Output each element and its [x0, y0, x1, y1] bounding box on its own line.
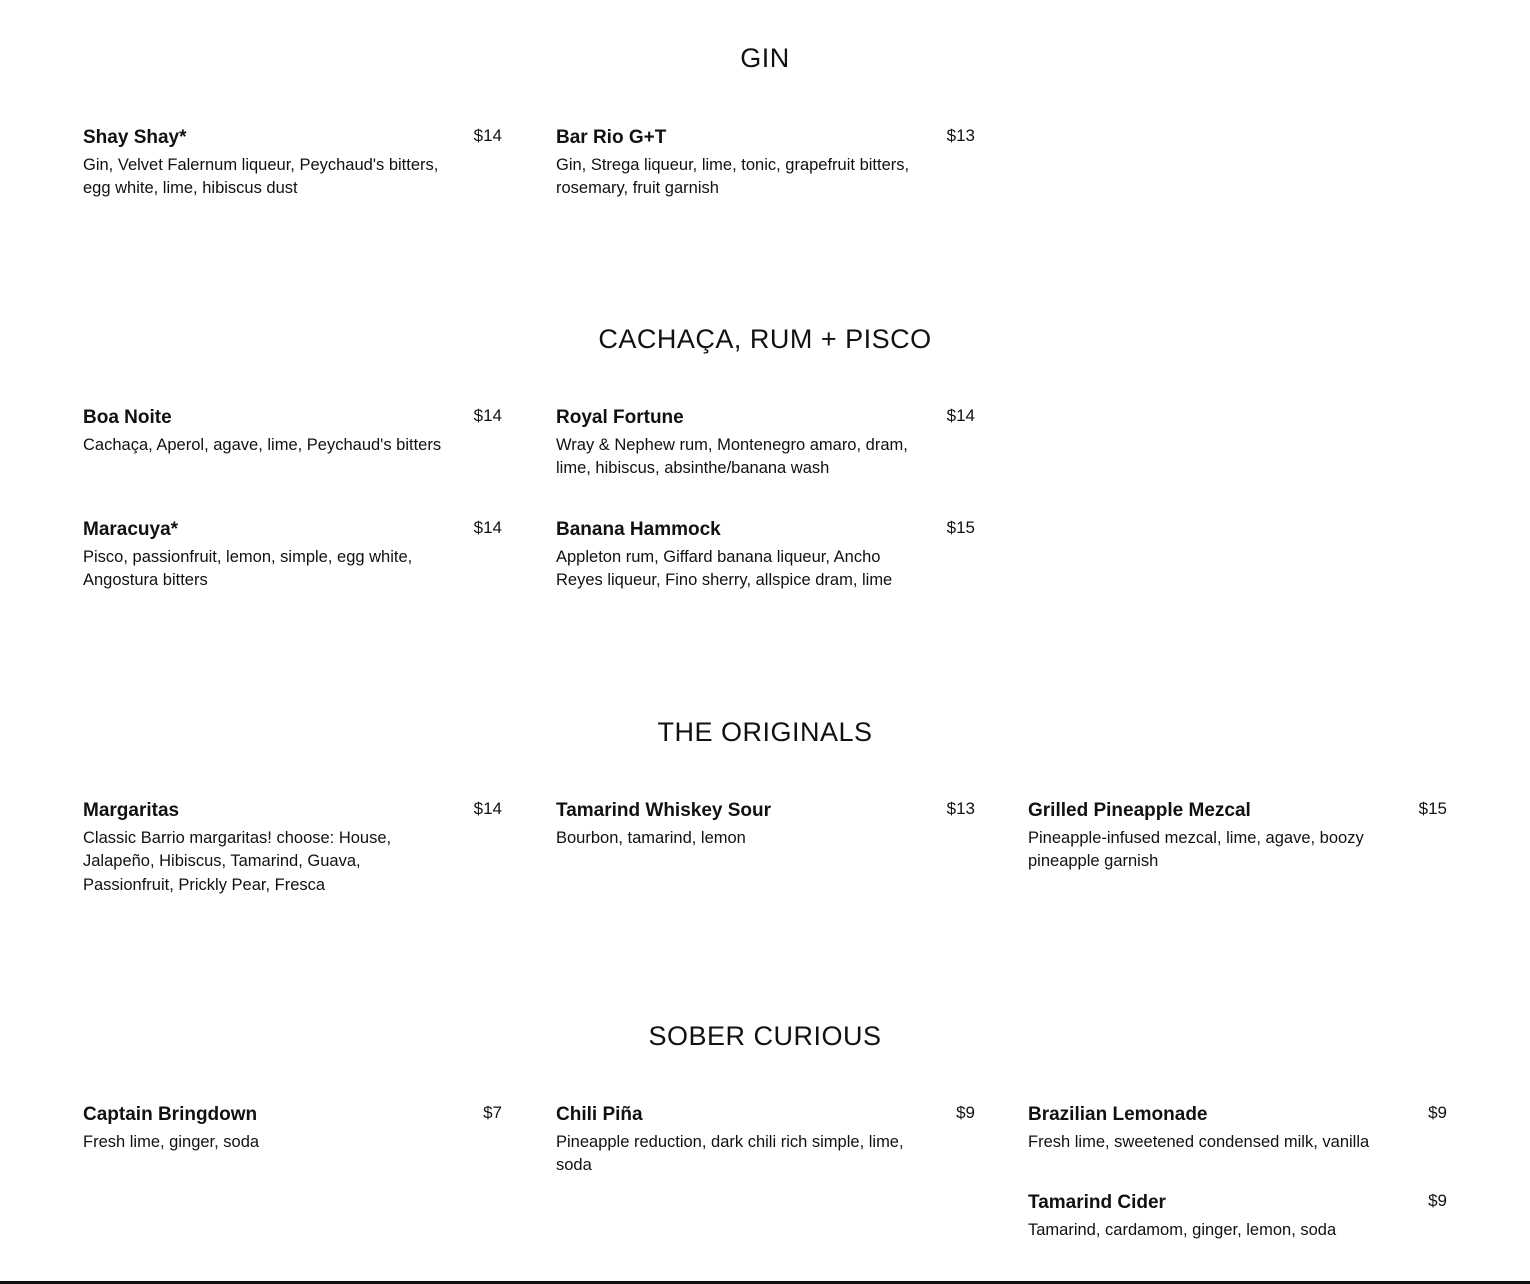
item-description: Gin, Velvet Falernum liqueur, Peychaud's bitters, egg white, lime, hibiscus dust [83, 156, 439, 198]
item-price: $14 [473, 799, 502, 818]
item-name: Brazilian Lemonade [1028, 1104, 1208, 1125]
section-title-cachaca-rum-pisco: CACHAÇA, RUM + PISCO [598, 324, 932, 354]
item-price: $9 [1428, 1191, 1447, 1210]
section-title-gin: GIN [740, 43, 790, 73]
item-price: $9 [1428, 1103, 1447, 1122]
item-price: $14 [473, 126, 502, 145]
section-title-the-originals: THE ORIGINALS [657, 717, 873, 747]
item-price: $15 [1418, 799, 1447, 818]
item-name: Tamarind Cider [1028, 1192, 1166, 1213]
menu-item-maracuya [83, 518, 502, 593]
menu-item-grilled-pineapple-mezcal [1028, 799, 1447, 874]
menu-item-tamarind-whiskey-sour [556, 799, 975, 850]
item-description: Pineapple reduction, dark chili rich simple, lime, soda [556, 1133, 904, 1175]
item-price: $14 [473, 518, 502, 537]
item-price: $15 [946, 518, 975, 537]
item-description: Fresh lime, ginger, soda [83, 1133, 260, 1151]
item-name: Grilled Pineapple Mezcal [1028, 800, 1251, 821]
item-name: Chili Piña [556, 1104, 643, 1125]
item-price: $9 [956, 1103, 975, 1122]
item-name: Margaritas [83, 800, 180, 821]
item-name: Tamarind Whiskey Sour [556, 800, 772, 821]
menu-item-chili-pina [556, 1103, 975, 1178]
item-description: Classic Barrio margaritas! choose: House, Jalapeño, Hibiscus, Tamarind, Guava, Passionfruit, Prickly Pear, Fresca [83, 829, 392, 894]
menu-item-captain-bringdown [83, 1103, 502, 1154]
item-description: Cachaça, Aperol, agave, lime, Peychaud's bitters [83, 436, 442, 454]
item-description: Tamarind, cardamom, ginger, lemon, soda [1028, 1221, 1337, 1239]
item-price: $14 [946, 406, 975, 425]
item-name: Bar Rio G+T [556, 127, 667, 148]
section-title-sober-curious: SOBER CURIOUS [648, 1021, 882, 1051]
item-name: Banana Hammock [556, 519, 721, 540]
item-name: Captain Bringdown [83, 1104, 258, 1125]
menu-item-boa-noite [83, 406, 502, 457]
item-description: Wray & Nephew rum, Montenegro amaro, dram, lime, hibiscus, absinthe/banana wash [556, 436, 908, 478]
item-price: $14 [473, 406, 502, 425]
item-description: Fresh lime, sweetened condensed milk, vanilla [1028, 1133, 1370, 1151]
item-price: $13 [946, 126, 975, 145]
item-name: Boa Noite [83, 407, 172, 428]
menu-item-margaritas [83, 799, 502, 897]
menu-item-shay-shay [83, 126, 502, 201]
item-description: Pineapple-infused mezcal, lime, agave, boozy pineapple garnish [1028, 829, 1364, 871]
item-name: Maracuya* [83, 519, 179, 540]
item-name: Royal Fortune [556, 407, 684, 428]
item-price: $13 [946, 799, 975, 818]
item-description: Appleton rum, Giffard banana liqueur, Ancho Reyes liqueur, Fino sherry, allspice dram, lime [556, 548, 893, 590]
item-price: $7 [483, 1103, 502, 1122]
menu-item-brazilian-lemonade [1028, 1103, 1447, 1154]
menu-item-royal-fortune [556, 406, 975, 481]
menu-item-bar-rio-gt [556, 126, 975, 201]
item-description: Gin, Strega liqueur, lime, tonic, grapefruit bitters, rosemary, fruit garnish [556, 156, 910, 198]
item-description: Bourbon, tamarind, lemon [556, 829, 746, 847]
item-description: Pisco, passionfruit, lemon, simple, egg white, Angostura bitters [83, 548, 413, 590]
menu-item-banana-hammock [556, 518, 975, 593]
item-name: Shay Shay* [83, 127, 187, 148]
menu-item-tamarind-cider [1028, 1191, 1447, 1242]
